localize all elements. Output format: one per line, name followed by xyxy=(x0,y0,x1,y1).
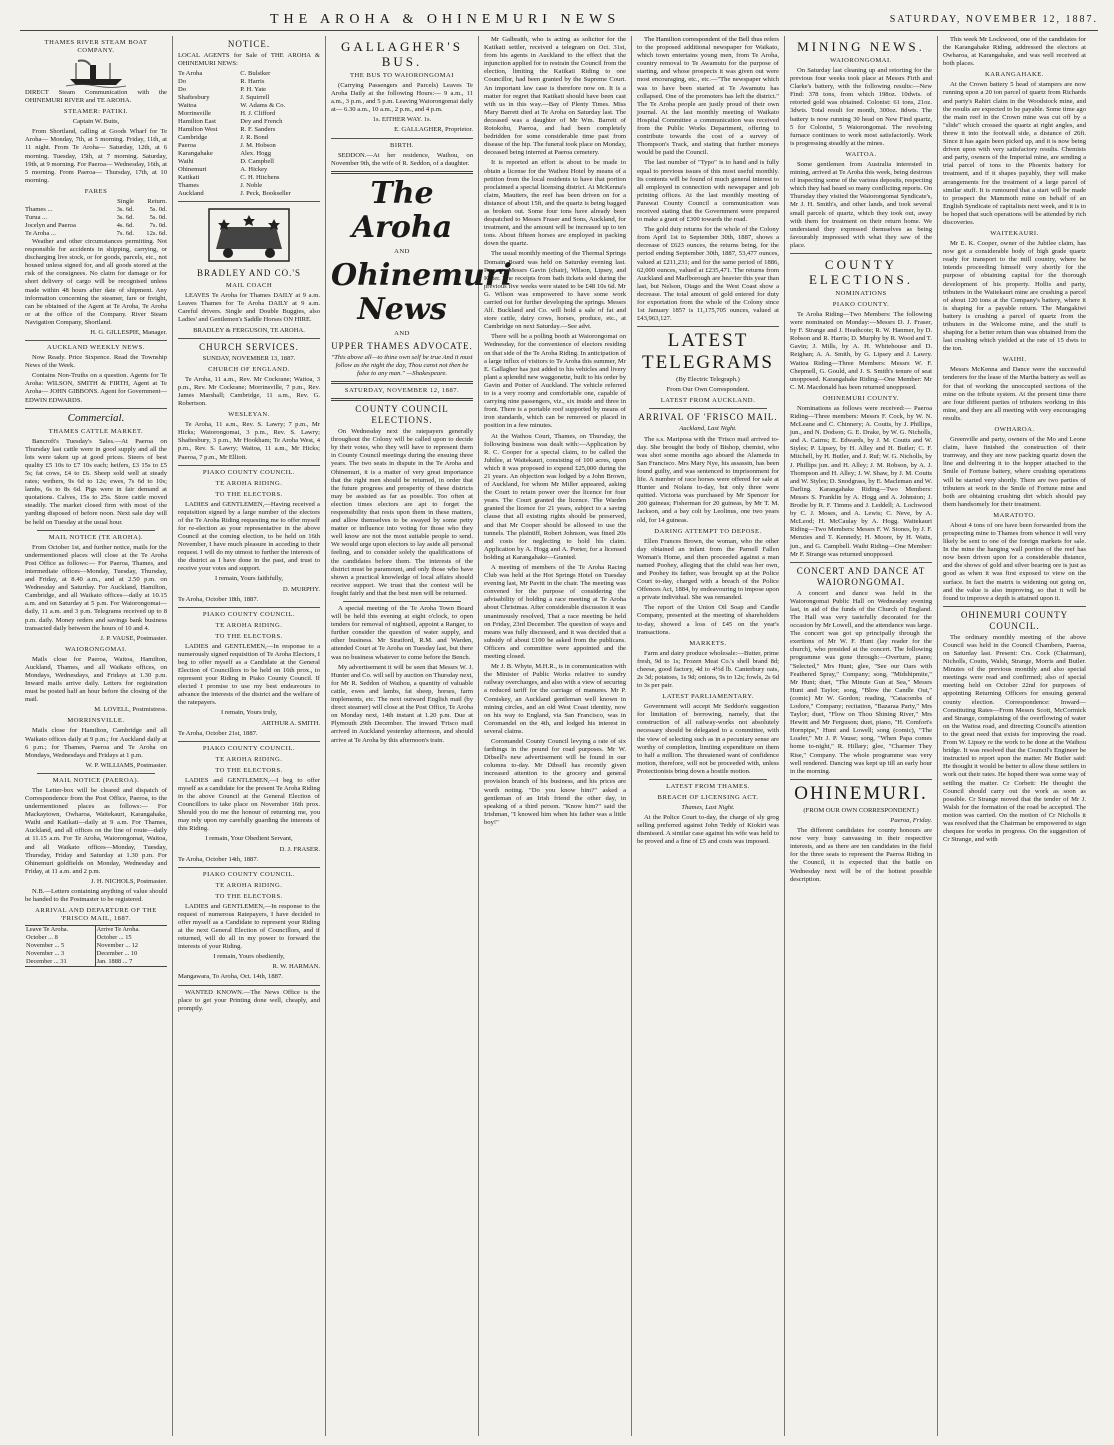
divider xyxy=(178,985,320,986)
waiorongomai-mail-text: Mails close for Paeroa, Waitoa, Hamilton, Auckland, Thames, and all Waikato offices, on Mondays, Wednesdays, and Fridays at 1.30 p.m. Inward mails arrive daily. Letters for registration must be posted half an hour before the closing of the mail. xyxy=(25,655,167,704)
agent-row xyxy=(178,182,320,190)
paeroa-mail-text: The Letter-box will be cleared and dispatch of Correspondence from the Post Office, Paeroa, to the undermentioned places as follows:— For Mackaytown, Owharoa, Waitekauri, Karangahake, Waihi and Katikati—daily at 9 a.m. For Thames, Auckland, and all offices on the line of route—daily at 11.15 a.m. For Te Aroha, Waiorongomai, Waitoa, and all Waikato offices—Monday, Tuesday, Thursday, Friday and Saturday at 1.30 p.m. For Ohinemuri goldfields on Monday, Wednesday and Friday, at 11 a.m. and 2 p.m. xyxy=(25,786,167,875)
fare-place: Thames ... xyxy=(25,205,53,213)
waitekauri-heading: WAITEKAURI. xyxy=(990,230,1039,238)
agent-place: Ohinemuri xyxy=(178,166,207,174)
breach-dateline: Thames, Last Night. xyxy=(681,804,735,812)
cattle-market-text: Bancroft's Tuesday's Sales.—At Paeroa on Thursday last cattle were in good supply and all the lots were taken up at good prices. Steers of best quality £5 10s to £7 10s each; heifers, £3 15s to £5 5s; fat cows, £4 to £6. Sheep sold well at steady rates; wethers, 9s 6d to 12s; ewes, 7s 6d to 10s; lambs, 6s to 8s 6d. Pigs were in fair demand at quotations. Calves, 15s to 25s. Store cattle moved steadily. The market closed firm with most of the yarding disposed of before noon. Next sale day will be held on Tuesday at the usual hour. xyxy=(25,437,167,526)
divider xyxy=(649,779,767,780)
fares-row xyxy=(25,230,167,238)
fare-place: Jocelyn and Paeroa xyxy=(25,221,76,229)
divider xyxy=(178,201,320,202)
fare-place: Te Aroha ... xyxy=(25,229,56,237)
agent-name: R. F. Sanders xyxy=(240,126,276,134)
agent-name: W. Adams & Co. xyxy=(240,102,286,110)
divider xyxy=(178,607,320,608)
frisco-mail-row xyxy=(25,942,167,950)
agent-place: Cambridge xyxy=(178,134,208,142)
daring-attempt-text: Ellen Frances Brown, the woman, who the other day obtained an infant from the Parnell Fallen Woman's Home, and then proceeded against a man named Poohey, alleging that the child was her own, and Poohey its father, was brought up at the Police Court to-day, charged with a breach of the Police Offences Act, 1884, by endeavouring to impose upon a private individual. She was remanded. xyxy=(637,537,779,602)
concert-heading: CONCERT AND DANCE AT WAIORONGOMAI. xyxy=(796,565,926,587)
ohinemuri-heading: OHINEMURI. xyxy=(794,782,928,804)
frisco-mail-row xyxy=(25,950,167,958)
piako-ad-2-closing: I remain, Yours truly, xyxy=(221,709,277,717)
fare-return: 12s. 6d. xyxy=(146,229,167,237)
leader-text-2: A special meeting of the Te Aroha Town Board will be held this evening at eight o'clock, to open tenders for removal of nightsoil, appoint a Ranger, to further consider the question of water supply, and other business. Mr Stratford, R.M. and Warden, attended Court at Te Aroha on Tuesday last, but there was no business whatever to come before the Bench. xyxy=(331,605,473,661)
agent-place: Shaftesbury xyxy=(178,94,210,102)
flag-and: AND xyxy=(394,247,410,255)
piako-ad-3-date: Te Aroha, October 14th, 1887. xyxy=(178,855,259,863)
latest-telegrams-heading: LATEST TELEGRAMS xyxy=(642,330,774,374)
agent-row xyxy=(178,102,320,110)
mail-postmaster: J. P. VAUSE, Postmaster. xyxy=(100,634,167,642)
news-paragraph: There will be a polling booth at Waiorongomai on Wednesday, for the convenience of electors residing on that side of the Te Aroha Riding. In anticipation of a large influx of visitors to Te Aroha this summer, Mr E. Gallagher has just added to his vehicles and livery plant a splendid new waggonette, built to his order by Gavin and Potter of Auckland. The vehicle referred to is a very roomy and comfortable one, capable of carrying nine passengers, viz., six inside and three in front. There is a portable roof supported by means of iron standards, which can be removed or placed in position in a few minutes. xyxy=(484,333,626,430)
mining-news-heading: MINING NEWS. xyxy=(797,39,925,54)
frisco-mail-row xyxy=(25,958,167,967)
agent-name: J. Squirrell xyxy=(240,94,270,102)
nominations-text: Te Aroha Riding—Two Members: The following were nominated on Monday:—Messrs D. J. Fraser, by F. Strange and J. Heathcote; R. W. Hanmer, by D. Robson and R. Harris; D. Murphy by R. Wood and T. Gavin; J. Mills, by A. H. Whitehouse and D. Reighan; A. A. Smith, by G. Lipsey and J. Lawry. Waitoa Riding—Three Members: Messrs W. F. Chepmell, G. Gould, and J. S. Smith's tenure of seat unopposed. Karangahake Riding—One Member: Mr C. M. Macdonald has been returned unopposed. xyxy=(790,310,932,391)
divider xyxy=(25,340,167,341)
maratoto-text: About 4 tons of ore have been forwarded from the prospecting mine to Thames from whence it will very likely be sent to one of the foreign markets for sale. In the mine the hanging wall portion of the reef has now been driven upon for a considerable distance, and the shows of gold and silver bearing ore is just as good as when it was first exposed to view on the surface. In fact the matrix is widening out going on, and the value is also improving, so that it will be found to improve a depth is attained upon it. xyxy=(943,521,1086,602)
ohinemuri-council-text: The ordinary monthly meeting of the above Council was held in the Council Chambers, Paeroa, on Saturday last. Present: Crs. Cock (Chairman), Nicholls, Coutts, Walsh, Strange, Morris and Butler. Minutes of the previous monthly and also special meetings were read and confirmed; also of special meeting held on October 22nd for purposes of appointing Returning Officers for ensuing general county election. Correspondence: Inward—Constituting Rates—From Messrs Scott, McCormick and Strange, complaining of the overflowing of water on the Waitoa road, and directing Council's attention to the great need that exists for improving the road. From W. Lipsey re the work to be done at the Waihou bridge. It was resolved that the Council's Engineer be instructed to report upon the matter. Mr Butler said: He thought it would be better to allow these settlers to work out their rates. He hoped there was some way of settling the matter. Cr Corbett: He thought the Council should carry out the work as soon as possible. Cr Strange moved that the tender of Mr J. Walsh for the formation of the road be accepted. The motion was carried. On the motion of Cr Nicholls it was resolved that the Chairman be empowered to sign cheques for works in progress. On the suggestion of Cr Strange, and with xyxy=(943,633,1086,844)
agent-name: J. Noble xyxy=(240,182,263,190)
fares-row xyxy=(25,222,167,230)
church-date: SUNDAY, NOVEMBER 13, 1887. xyxy=(202,354,296,362)
ohinemuri-county-heading: OHINEMURI COUNTY. xyxy=(822,394,900,402)
agent-place: Waihi xyxy=(178,158,194,166)
nominations-heading: NOMINATIONS xyxy=(835,289,887,297)
piako-ad-1-text: LADIES and GENTLEMEN,—Having received a requisition signed by a large number of the electors of the Te Aroha Riding requesting me to offer myself for re-election as your representative in the above Council at the coming election, to be held on 16th November, I have much pleasure in acceding to their request. I will do my utmost to further the interests of the district as I have done in the past, and trust to receive your votes and support. xyxy=(178,500,320,573)
mining-waiorongomai-heading: WAIORONGOMAI. xyxy=(830,57,892,64)
agent-place: Morrinsville xyxy=(178,110,211,118)
divider xyxy=(790,253,932,254)
agent-place: Katikati xyxy=(178,174,200,182)
piako-ad-2-date: Te Aroha, October 21st, 1887. xyxy=(178,729,258,737)
daring-attempt-text-2: The report of the Union Oil Soap and Candle Company, presented at the meeting of shareholders to-day, showed a loss of £45 on the year's transactions. xyxy=(637,604,779,636)
agent-name: J. R. Bond xyxy=(240,134,269,142)
ohinemuri-nominations-text: Nominations as follows were received:— Paeroa Riding—Three members: Messrs F. Cock, by W. N. McLeane and C. Chinnery; A. Coutts, by J. Phillips, jun., and N. Dodson; G. E. Drake, by W. G. Nicholls, and A. Cairns; E. Edwards, by J. M. Coutts and W. Styles; P. Lipsey, by H. Alley and H. Butler; C. F. Mitchell, by H. Butler, and J. Ruf; W. G. Nicholls, by J. Phillips jun. and H. Alley; J. M. Robson, by A. J. Thompson and H. Alley; J. W. Shaw, by J. M. Coutts and W. Styles; D. Snodgrass, by E. Macleman and W. Darling. Karangahake Riding—Two Members: Messrs S. Franklin by A. Hogg and A. Johnston; J. Brodie by R. F. Timms and J. Leddell; A. Lochwood by C. J. Moses, and A. Lewis; C. Neve, by A. McLeod; H. McCaulay by A. Hogg. Waitekauri Riding—Two Members: Messrs F. W. Stones, by J. F. Menzies and T. Kennedy; H. Moore, by H. Watts, jun., and G. Campbell. Waihi Riding—One Member: Mr F. Strange was returned unopposed. xyxy=(790,404,932,558)
mail-notice-text: From October 1st, and further notice, mails for the undermentioned places will close at the Te Aroha Post Office as follows:— For Paeroa, Thames, and intermediate offices—Monday, Tuesday, Thursday, and Friday, at 8.40 a.m., and at 2.50 p.m. on Wednesday and Saturday. For Auckland, Hamilton, Cambridge, and all Waikato offices—daily at 10.15 a.m. and on Saturday at 5 p.m. For Waiorongomai—daily, 11 a.m. and 3 p.m. Telegrams received up to 8 p.m. daily. Money orders and savings bank business transacted daily between the hours of 10 and 4. xyxy=(25,543,167,632)
flag-title-line-1: The Aroha xyxy=(351,175,453,245)
masthead-date: SATURDAY, NOVEMBER 12, 1887. xyxy=(889,14,1098,25)
notice-heading: NOTICE. xyxy=(227,39,271,49)
agent-row xyxy=(178,134,320,142)
agent-row xyxy=(178,190,320,198)
agent-place: Hamilton East xyxy=(178,118,216,126)
piako-ad-1-signature: D. MURPHY. xyxy=(282,585,320,593)
bus-heading: GALLAGHER'S BUS. xyxy=(340,39,463,69)
leader-heading: COUNTY COUNCIL ELECTIONS. xyxy=(355,404,449,426)
divider xyxy=(343,601,461,602)
piako-ad-2-electors: TO THE ELECTORS. xyxy=(215,632,283,640)
latest-thames-heading: LATEST FROM THAMES. xyxy=(666,783,750,791)
morrinsville-postmaster: W. P. WILLIAMS, Postmaster. xyxy=(85,761,167,769)
divider xyxy=(790,562,932,563)
column-2 xyxy=(173,36,326,1436)
piako-ad-3-heading: PIAKO COUNTY COUNCIL. xyxy=(202,744,296,752)
piako-ad-1-date: Te Aroha, October 18th, 1887. xyxy=(178,595,259,603)
county-elections-heading: COUNTY ELECTIONS. xyxy=(808,256,914,287)
leader-text: On Wednesday next the ratepayers generally throughout the Colony will be called upon to decide by their votes, who they will have to represent them in County Council meetings during the ensuing three years. The two seats in dispute in the Te Aroha and Ohinemuri, it is a matter of very great importance that the right men should be returned, in order that the future progress and prosperity of these districts may be assisted as far as possible. Too often at election times electors are apt to forget the responsibility that rests upon them in these matters, and allow themselves to be swayed by some petty matter or influence into voting for those who they well know are not the most suitable people to send. We would urge upon electors to lay aside all personal feeling, and to consider solely the qualifications of the candidates before them. The interests of the district must be paramount, and only those who have shown a practical knowledge of local affairs should receive support. We trust that the contest will be fought fairly and that the best men will be returned. xyxy=(331,428,473,597)
frisco-leave: November ... 3 xyxy=(26,950,65,958)
masthead-title: THE AROHA & OHINEMURI NEWS xyxy=(270,12,621,27)
latest-telegrams-sub: (By Electric Telegraph.) xyxy=(676,376,740,384)
agent-row xyxy=(178,166,320,174)
daring-attempt-heading: DARING ATTEMPT TO DEPOSE. xyxy=(654,527,762,535)
agent-row xyxy=(178,78,320,86)
divider xyxy=(178,867,320,868)
agent-name: J. M. Hobson xyxy=(240,142,276,150)
agent-place: Auckland xyxy=(178,190,204,198)
ohinemuri-dateline: Paeroa, Friday. xyxy=(890,816,932,824)
birth-heading: BIRTH. xyxy=(389,141,415,149)
agent-name: Dey and French xyxy=(240,118,283,126)
agent-name: J. Peck, Bookseller xyxy=(240,190,291,198)
agent-name: Alex. Hogg xyxy=(240,150,272,158)
piako-ad-2-heading: PIAKO COUNTY COUNCIL. xyxy=(202,610,296,618)
frisco-mail-header-row xyxy=(25,926,167,935)
karangahake-text: At the Crown battery 5 head of stampers are now running upon a 20 ton parcel of quartz from Richards and party's Rahiri claim in the Woodstock mine, and the results are expected to be payable. Some time ago the main reef in the Crown mine was cut off by a "slide" which crossed the quartz at right angles, and threw it into the footwall side, a distance of 26ft. Since it has again been picked up, and it is now being driven upon with very satisfactory results. Chemists and party, owners of the Imperial mine, are sending a trial parcel of tons to the Phoenix battery for treatment, and if it shapes payably, they will make arrangements for the treatment of a large parcel of similar stuff. It is rumoured that a start will be made to prospect the Mammoth mine on behalf of an English Syndicate of capitalists next week, and it is to be hoped that such operations will be attended by rich discoveries. xyxy=(943,81,1086,226)
frisco-arrive: December ... 10 xyxy=(95,950,167,958)
fares-col-single: Single xyxy=(117,197,134,205)
frisco-col-leave: Leave Te Aroha. xyxy=(26,926,69,934)
birth-text: SEDDON.—At her residence, Waihou, on November 9th, the wife of R. Seddon, of a daughter. xyxy=(331,151,473,167)
mail-notice-heading: MAIL NOTICE (TE AROHA). xyxy=(48,533,144,541)
agent-place: Paeroa xyxy=(178,142,196,150)
fare-single: 3s. 6d. xyxy=(116,205,134,213)
piako-ad-3-signature: D. J. FRASER. xyxy=(279,845,320,853)
agent-place: Do xyxy=(178,86,187,94)
steamer-captain: Captain W. Butts, xyxy=(72,118,120,126)
bradley-subheading: MAIL COACH xyxy=(225,282,273,290)
agent-place: Do xyxy=(178,78,187,86)
steamer-company-heading: THAMES RIVER STEAM BOAT COMPANY. xyxy=(44,39,148,54)
agent-row xyxy=(178,150,320,158)
maratoto-heading: MARATOTO. xyxy=(993,511,1036,519)
leader-text-3: My advertisement it will be seen that Messrs W. J. Hunter and Co. will sell by auction on Thursday next, for Mr R. Seddon of Waihou, a quantity of valuable cattle, ewes and lambs, fat sheep, horses, farm implements, etc. The next outward English mail (by direct steamer) will close at the Post Office, Te Aroha on Monday next, 14th instant at 1.20 p.m. Due at Plymouth 29th December. The inward 'Frisco mail arrived in Auckland yesterday afternoon, and should arrive at Te Aroha by this afternoon's train. xyxy=(331,663,473,744)
agent-row xyxy=(178,70,320,78)
column-4 xyxy=(479,36,632,1436)
waitekauri-text: Mr E. K. Cooper, owner of the Jubilee claim, has now got a considerable body of high grade quartz ready for transport to the mill country, where he intends proceeding himself very shortly for the purpose of obtaining capital for the thorough development of his property. Hollis and party, tributers in the Waitekauri mine are crushing a parcel of about 120 tons at the Company's battery, where it is shaping for a payable return. The Mangakiwi battery is crushing a parcel of quartz from the tributers in the Welcome mine, and the stuff is shaping for a better return than was obtained from the last crushing which yielded at the rate of 15 dwts to the ton. xyxy=(943,240,1086,353)
flag-date: SATURDAY, NOVEMBER 12, 1887. xyxy=(344,387,460,395)
mining-waitoa-heading: WAITOA. xyxy=(845,150,877,158)
fares-header-row xyxy=(25,198,167,206)
coach-stars-emblem-icon xyxy=(204,205,294,265)
parliamentary-heading: LATEST PARLIAMENTARY. xyxy=(662,693,754,701)
piako-ad-4-signature: R. W. HARMAN. xyxy=(272,963,320,971)
frisco-arrival-text: The s.s. Mariposa with the 'Frisco mail arrived to-day. She brought the body of Bishop, chemist, who was shot some months ago aboard the Alameda in San Francisco. Mrs Mary Nye, his assassin, has been found guilty, and was sentenced to imprisonment for life. A number of race horses were offered for sale at Hunter and Nolans to-day, but only three were quitted. Victoria was purchased by Mr Spencer for 200 guineas; Fisherman for 20 guineas, by Mr T. M. Jackson, and a bay colt by Leolinus, one two years old, for 14 guineas. xyxy=(637,435,779,524)
latest-telegrams-correspondent: From Our Own Correspondent. xyxy=(666,386,750,394)
agent-name: C. H. Hitchens xyxy=(240,174,280,182)
owharoa-text: Greenville and party, owners of the Mo and Leone claim, have finished the construction of their tramway, and they are now packing quartz down the line and delivering it to the hopper attached to the Smile of Fortune battery, where crushing operations will be started very shortly. There are two parties of tributers at work in the Smile of Fortune mine and both are obtaining crushing dirt which should pay them handsomely for their treatment. xyxy=(943,436,1086,508)
steamer-manager: H. G. GILLESPIE, Manager. xyxy=(90,328,167,336)
frisco-arrive: November ... 12 xyxy=(95,942,167,950)
bradley-heading: BRADLEY AND CO.'S xyxy=(196,268,302,279)
waihi-heading: WAIHI. xyxy=(1002,356,1027,364)
agent-name: R. Harris xyxy=(240,78,265,86)
frisco-leave: October ... 8 xyxy=(26,934,58,942)
column-7 xyxy=(938,36,1091,1436)
column-3 xyxy=(326,36,512,1436)
paeroa-postmaster: J. H. NICHOLS, Postmaster. xyxy=(90,877,167,885)
frisco-arrive: October ... 15 xyxy=(95,934,167,942)
wesleyan-text: Te Aroha, 11 a.m., Rev. S. Lawry; 7 p.m., Mr Hicks; Waiorongomai, 3 p.m., Rev. S. Lawry; Shaftesbury, 3 p.m., Mr Hookham; Te Aroha West, 4 p.m., Rev. S. Lawry; Waitoa, 11 a.m., Mr Hicks; Paeroa, 7 p.m., Mr Elliott. xyxy=(178,421,320,461)
divider xyxy=(25,408,167,409)
morrinsville-mail-heading: MORRINSVILLE. xyxy=(67,717,125,725)
coe-heading: CHURCH OF ENGLAND. xyxy=(208,365,290,373)
piako-ad-1-riding: TE AROHA RIDING. xyxy=(215,479,283,487)
divider xyxy=(943,606,1086,607)
news-paragraph: Coromandel County Council levying a rate of six farthings in the pound for road purposes. Mr W. Dibsell's new advertisement will be found in our columns to-day. Mr Dibsell has recently given increased attention to the grocery and general provision branch of his business, and his prices are worth noting. "Do you know him?" asked a gentleman of an Irish friend the other day, in speaking of a third person. "Know him?" said the Irishman, "I knowed him when his father was a little boy!" xyxy=(484,737,626,826)
news-paragraph: Mr Galbraith, who is acting as solicitor for the Katikati settler, received a telegram on Oct. 31st, from his agents in Auckland to the effect that the injunction applied for to restrain the Council from the election, limiting the Katikati Riding to one Councillor, had been granted by the Supreme Court. An important law case is therefore now on. It is a matter for regret that Katikati should have been cast with us in this way.—Bay of Plenty Times. Miss Mary Barrett died at Te Aroha on Saturday last. The deceased was a daughter of Mr Wm. Barrett of Rotokohu, Paeroa, and had been completely bedridden for some considerable time past from disease of the hip. The funeral took place on Monday, deceased being interred at Paeroa cemetery. xyxy=(484,36,626,157)
fare-return: 7s. 0d. xyxy=(149,221,167,229)
agents-table xyxy=(178,70,320,198)
auckland-weekly-text: Now Ready. Price Sixpence. Read the Township News of the Week. xyxy=(25,354,167,370)
registration-note: N.B.—Letters containing anything of value should be handed to the Postmaster to be registered. xyxy=(25,888,167,904)
divider xyxy=(178,338,320,339)
agent-row xyxy=(178,118,320,126)
divider xyxy=(331,138,473,139)
markets-text: Farm and dairy produce wholesale:—Butter, prime fresh, 9d to 1s; Frozen Meat Co.'s shell brand 8d; cheese, good factory, 4d to 4½d lb. Canterbury oats, 2s 3d; potatoes, 1s 9d; onions, 9s to 12s; fowls, 2s 6d to 3s per pair. xyxy=(637,649,779,690)
column-6 xyxy=(785,36,938,1436)
news-paragraph: This week Mr Lockwood, one of the candidates for the Karangahake Riding, addressed the electors at Owharoa, at Karangahake, and was well received at both places. xyxy=(943,36,1086,68)
news-paragraph: It is reported an effort is about to be made to obtain a license for the Waihou Hotel by means of a petition from the local residents to have that portion proclaimed a special licensing district. At McKenna's claim, Mauiters, the reef has been driven on for a distance of about 15ft, and the quartz is being bagged as broken out. Some four tons have already been despatched to Messrs Fraser and Sons, Auckland, for treatment, and the amount will be increased up to ten tons. About fifteen horses are employed in packing down the quartz. xyxy=(484,159,626,248)
frisco-leave: December ... 31 xyxy=(26,958,67,966)
fare-return: 5s. 0d. xyxy=(149,205,167,213)
fare-return: 5s. 0d. xyxy=(149,213,167,221)
news-paragraph: A meeting of members of the Te Aroha Racing Club was held at the Hot Springs Hotel on Tuesday evening last, Mr Pavitt in the chair. The meeting was convened for the purpose of considering the advisability of holding a race meeting at Te Aroha about Christmas. After considerable discussion it was unanimously resolved, That a race meeting be held on Friday, 23rd December. The question of ways and means was fully discussed, and it was decided that a subsidy of about £100 be asked from the publicans. Officers and committee were appointed and the meeting closed. xyxy=(484,564,626,661)
fares-row xyxy=(25,214,167,222)
agent-row xyxy=(178,86,320,94)
agent-name: D. Campbell xyxy=(240,158,274,166)
frisco-leave: November ... 5 xyxy=(26,942,65,950)
agent-place: Karangahake xyxy=(178,150,213,158)
steamship-icon xyxy=(66,57,126,87)
fares-row xyxy=(25,206,167,214)
piako-ad-3-riding: TE AROHA RIDING. xyxy=(215,755,283,763)
column-1 xyxy=(20,36,173,1436)
agent-place: Te Aroha xyxy=(178,70,203,78)
divider xyxy=(331,381,473,384)
piako-ad-4-text: LADIES and GENTLEMEN,—In response to the request of numerous Ratepayers, I have decided to offer myself as a Candidate to represent your Riding at the next General Election of Councillors, and if returned, will do all in my power to forward the interests of your Riding. xyxy=(178,902,320,951)
auckland-weekly-heading: AUCKLAND WEEKLY NEWS. xyxy=(47,344,145,352)
cattle-market-heading: THAMES CATTLE MARKET. xyxy=(48,427,144,435)
agent-name: H. J. Clifford xyxy=(240,110,276,118)
piako-ad-4-electors: TO THE ELECTORS. xyxy=(215,892,283,900)
piako-ad-2-signature: ARTHUR A. SMITH. xyxy=(261,719,320,727)
news-paragraph: The last number of "Typo" is to hand and is fully equal to previous issues of this most useful monthly. Its contents will be found of much general interest to all employed in connection with newspaper and job printing offices. At the last monthly meeting of Parawai County Council a communication was received stating that the Government were prepared to make a grant of £300 towards the road. xyxy=(637,159,779,224)
frisco-arrive: Jan. 1888 ... 7 xyxy=(95,958,167,967)
divider xyxy=(37,773,155,774)
news-paragraph: The usual monthly meeting of the Thermal Springs Domain Board was held on Saturday evening last. Present: Messrs Gavin (chair), Wilson, Lipsey, and Kilter. The receipts from bath tickets sold during the previous five weeks were stated to be £48 10s 6d. Mr G. Wilson was empowered to have some work carried out for further developing the springs. Messrs Alf. Buckland and Co. will hold a sale of fat and store cattle, dairy cows, horses, produce, etc., at Cambridge on next Saturday.—See advt. xyxy=(484,250,626,331)
fare-single: 3s. 6d. xyxy=(116,213,134,221)
waiorongomai-mail-heading: WAIORONGOMAI. xyxy=(65,645,127,653)
piako-county-heading: PIAKO COUNTY. xyxy=(832,300,890,308)
piako-ad-4-closing: I remain, Yours obediently, xyxy=(213,953,285,961)
piako-ad-4-riding: TE AROHA RIDING. xyxy=(215,881,283,889)
frisco-col-arrive: Arrive Te Aroha. xyxy=(95,926,167,935)
bus-subheading: THE BUS TO WAIORONGOMAI xyxy=(350,72,454,79)
column-5 xyxy=(632,36,785,1436)
bradley-signature: BRADLEY & FERGUSON, TE AROHA. xyxy=(193,326,305,334)
church-heading: CHURCH SERVICES. xyxy=(199,341,299,352)
news-paragraph: Mr J. B. Whyte, M.H.R., is in communication with the Minister of Public Works relative to sundry railway overcharges, and also with a view of securing a reduced tariff for the carriage of manures. Mr P. Comiskey, an Auckland gentleman well known in mining circles, and an old West Coast identity, now on his way to England, via San Francisco, was in Coromandel on the 4th, and lodged his interest in several claims. xyxy=(484,663,626,735)
frisco-arrival-heading: ARRIVAL OF 'FRISCO MAIL. xyxy=(638,412,778,423)
agent-row xyxy=(178,142,320,150)
bus-text: (Carrying Passengers and Parcels) Leaves Te Aroha Daily at the following Hours:— 9 a.m., 11 a.m., 3 p.m., and 5 p.m. Leaving Waiorongomai daily at— 6.30 a.m., 10 a.m., 2 p.m., and 4 p.m. xyxy=(331,82,473,114)
breach-heading: BREACH OF LICENSING ACT. xyxy=(657,794,759,802)
flag-subtitle: UPPER THAMES ADVOCATE. xyxy=(331,340,473,351)
bus-fare: 1s. EITHER WAY. 1s. xyxy=(372,116,432,124)
agent-row xyxy=(178,174,320,182)
wanted-known-ad: WANTED KNOWN.—The News Office is the place to get your Printing done well, cheaply, and promptly. xyxy=(178,988,320,1012)
fares-heading: FARES xyxy=(84,187,108,195)
steamer-name: STEAMER: PATIKI. xyxy=(63,108,129,116)
wesleyan-heading: WESLEYAN. xyxy=(228,411,270,419)
agent-place: Thames xyxy=(178,182,199,190)
news-paragraph: At the Waihou Court, Thames, on Thursday, the following business was dealt with:—Application by R. C. Cooper for a special claim, to be called the Jubilee, at Waitekauri, consisting of 100 acres, upon which it was proposed to expend £25,000 during the 21 years. An objection was lodged by a John Brown, of Auckland, for whom Mr Miller appeared, asking the Court to retain power over the licence for four years. The Court granted the licence. The Warden granted the licence for 21 years, subject to a saving clause that all existing rights should be preserved, and that Mr Cooper should be allowed to use the tunnels. The plaintiff, Robert Johnson, was fined 20s and costs for neglecting to hold his claim. Application by A. Hogg and A. Porter, for a licensed holding at Karangahake—Granted. xyxy=(484,432,626,561)
karangahake-heading: KARANGAHAKE. xyxy=(985,71,1044,79)
piako-ad-3-text: LADIES and GENTLEMEN,—I beg to offer myself as a candidate for the present Te Aroha Riding in the above Council at the General Election of Councillors to take place on November 16th prox. Should you do me the honour of returning me, you may rely upon my carefully guarding the interests of this Riding. xyxy=(178,776,320,833)
piako-ad-1-heading: PIAKO COUNTY COUNCIL. xyxy=(202,468,296,476)
breach-text: At the Police Court to-day, the charge of sly grog selling preferred against John Teddy of Kiokiri was dismissed. A similar case against his wife was held to be proved and a fine of £5 and costs was imposed. xyxy=(637,814,779,846)
piako-ad-2-text: LADIES and GENTLEMEN,—In response to a numerously signed requisition of Te Aroha Electors, I beg to offer myself as a Candidate at the General Election of Councillors to be held on 16th prox., to represent your Riding in Piako County Council. If elected I promise to use my best endeavours to advance the interests of the district and the welfare of the ratepayers. xyxy=(178,642,320,707)
divider xyxy=(331,171,473,174)
bus-proprietor: E. GALLAGHER, Proprietor. xyxy=(394,126,473,134)
agent-row xyxy=(178,158,320,166)
latest-auckland-heading: LATEST FROM AUCKLAND. xyxy=(660,397,756,405)
mining-waiorongomai-text: On Saturday last cleaning up and retorting for the previous four weeks took place at Messrs Firth and Clarke's battery, with the following results:—New Find: 378 tons, from which 198oz. 10dwts. of retorted gold was obtained. Colonist: 61 tons, 21oz. 3dwts. Total result for month, 300oz. 8dwts. The battery is now running 30 head on New Find quartz, 5 for Colonist, 5 Waiorongomai. The revolving furnace continues to work most satisfactorily. Work is progressing steadily at the mines. xyxy=(790,67,932,147)
fares-note: Weather and other circumstances permitting. Not responsible for accidents in shipping, carrying, or discharging live stock, or for goods, parcels, etc., not housed unless signed for, and all goods stored at the risk of the consignees. No claim for damage or for short delivery of cargo will be recognised unless made within 48 hours after date of shipment. Any information concerning the steamer, fare or freight, can be obtained of the Agent at Te Aroha, Te Aroha or at the office of the Company. River Steam Navigation Company, Shortland. xyxy=(25,237,167,326)
fare-single: 4s. 6d. xyxy=(116,221,134,229)
bradley-text: LEAVES Te Aroha for Thames DAILY at 9 a.m. Leaves Thames for Te Aroha DAILY at 9 a.m. Careful drivers. Single and Double Buggies, also Ladies' and Gentlemen's Saddle Horses ON HIRE. xyxy=(178,292,320,324)
markets-heading: MARKETS. xyxy=(689,639,727,647)
waihi-text: Messrs McKenna and Dance were the successful tenderers for the lease of the Martha battery as well as for that of working the unoccupied sections of the mine on the tribute system. At the present time there are four different parties of tributers working in this mine, and they are all meeting with very encouraging results. xyxy=(943,366,1086,422)
concert-text: A concert and dance was held in the Waiorongomai Public Hall on Wednesday evening last, in aid of the funds of the Church of England. The Hall was very tastefully decorated for the occasion by Mr Lowell, and the attendance was large. The concert was got up principally through the exertions of Mr W. F. Hunt (lay reader for the church), who presided at the concert. The following programme was gone through:—Overture, piano; "Selected," Mrs Hunt; glee, "See our Oars with Feathered Spray," Company; song, "Midshipmite," Mr Hunt; duet, "The Minute Gun at Sea," Messrs Hunt and Taylor; song, "Blow the Candle Out," (comic) Mr W. Gordon; reading, "Catacombs of Lodore," Company; recitation, "Bazaraa Party," Mrs Taylor; duet, "Flow on Thou Shining River," Mrs Hewitt and Mr Ferguson; duet, piano, "H. Comfort's Hornpipe," Hunt and Lowell; song (comic), "The Loafer," Mr J. P. Vause; song, "When Papa comes home to-night," R. Hillary; glee, "Charmer They Rise," Company. The whole programme was very well rendered. Dancing was kept up till an early hour in the morning. xyxy=(790,589,932,775)
frisco-mail-row xyxy=(25,934,167,942)
fares-col-return: Return. xyxy=(147,197,167,205)
divider xyxy=(37,530,155,531)
waiorongomai-postmistress: M. LOVELL, Postmistress. xyxy=(94,706,167,714)
piako-ad-2-riding: TE AROHA RIDING. xyxy=(215,621,283,629)
agents-intro: LOCAL AGENTS for Sale of THE AROHA & OHINEMURI NEWS: xyxy=(178,52,320,68)
agent-row xyxy=(178,126,320,134)
piako-ad-3-electors: TO THE ELECTORS. xyxy=(215,766,283,774)
agent-name: C. Bulsiker xyxy=(240,70,271,78)
piako-ad-4-date: Mangawara, To Aroha, Oct. 14th, 1887. xyxy=(178,973,283,981)
commercial-heading: Commercial. xyxy=(67,411,125,424)
divider xyxy=(637,326,779,327)
agent-place: Waitoa xyxy=(178,102,197,110)
flag-and-2: AND xyxy=(394,329,410,337)
ohinemuri-correspondent: (FROM OUR OWN CORRESPONDENT.) xyxy=(803,806,919,814)
piako-ad-4-heading: PIAKO COUNTY COUNCIL. xyxy=(202,870,296,878)
flag-motto: "This above all—to thine own self be true And it must follow as the night the day, Thou canst not then be false to any man." —Shakespeare. xyxy=(331,353,473,377)
newspaper-columns xyxy=(20,36,1098,1436)
piako-ad-1-closing: I remain, Yours faithfully, xyxy=(214,575,284,583)
mining-waitoa-text: Some gentlemen from Australia interested in mining, arrived at Te Aroha this week, being desirous of inspecting some of the various deposits, respecting which they had heard so many conflicting reports. On Thursday they visited the Waiorongomai Syndicate's, Mr J. H. Smith's, and other lands, and took several small parcels of quartz, which they took out, away with them for treatment on their return home. We understand they expressed themselves as being favourably impressed with what they saw of the place. xyxy=(790,160,932,249)
frisco-arrival-dateline: Auckland, Last Night. xyxy=(679,425,737,433)
news-paragraph: The gold duty returns for the whole of the Colony from April 1st to September 30th, 1887, shows a decrease of £623 ounces, the returns being, for the period ending September 30th, 1887, 53,477 ounces, valued at £211,231; and for the same period of 1886, 62,000 ounces, valued at £235,471. The returns from Auckland and Marlborough are heavier this year than last, but Nelson, Otago and the West Coast show a decrease. The total amount of gold entered for duty for exportation from the whole of the Colony since 1st January 1857 is 11,175,705 ounces, valued at £43,963,127. xyxy=(637,226,779,323)
parliamentary-text: Government will accept Mr Seddon's suggestion for limitation of borrowing, namely, that the construction of all railway-works not absolutely necessary should be delegated to a committee, with the view of selecting such as in a pecuniary sense are worthy of completion, limiting expenditure on them to half a million. The threatened want of confidence motion, therefore, will not be proceeded with, unless Protectionists bring down a hostile motion. xyxy=(637,703,779,775)
divider xyxy=(178,465,320,466)
steamer-schedule: From Shortland, calling at Goods Wharf for Te Aroha— Monday, 7th, at 5 morning. Friday, 11th, at 11 night. From Te Aroha— Saturday, 12th, at 6 morning. Tuesday, 15th, at 7 morning. Saturday, 19th, at 9 morning. For Paeroa— Wednesday, 16th, at 5 morning. From Paeroa— Thursday, 17th, at 10 morning. xyxy=(25,128,167,184)
divider xyxy=(178,741,320,742)
masthead xyxy=(20,12,1098,31)
weekly-agents: Contains Non-Truths on a question. Agents for Te Aroha: WILSON, SMITH & FIRTH, Agent at Te Aroha— JOHN GIBBONS. Agent for Government— EDWIN EDWARDS. xyxy=(25,372,167,404)
fares-table xyxy=(25,198,167,238)
coe-text: Te Aroha, 11 a.m., Rev. Mr Cockrane; Waitoa, 3 p.m., Rev. Mr Cockrane; Morrinsville, 7 p.m., Rev. James Marshall; Cambridge, 11 a.m., Rev. G. Robertson. xyxy=(178,375,320,408)
agent-name: P. H. Yate xyxy=(240,86,267,94)
divider xyxy=(790,779,932,780)
fare-place: Turua ... xyxy=(25,213,48,221)
morrinsville-mail-text: Mails close for Hamilton, Cambridge and all Waikato offices daily at 9 p.m.; for Auckland daily at 6 p.m.; for Thames, Paeroa and Te Aroha on Mondays, Wednesdays and Fridays at 1 p.m. xyxy=(25,727,167,759)
agent-row xyxy=(178,110,320,118)
agent-row xyxy=(178,94,320,102)
divider xyxy=(649,408,767,409)
steamer-intro: DIRECT Steam Communication with the OHINEMURI RIVER and TE AROHA. xyxy=(25,89,167,105)
paeroa-mail-heading: MAIL NOTICE (PAEROA). xyxy=(52,776,140,784)
divider xyxy=(331,398,473,401)
frisco-mail-table xyxy=(25,925,167,967)
piako-ad-1-electors: TO THE ELECTORS. xyxy=(215,490,283,498)
agent-name: A. Hickey xyxy=(240,166,268,174)
news-paragraph: The Hamilton correspondent of the Bell thus refers to the proposed additional newspaper for Waikato, which town entertains young men, from Te Aroha, country removal to Te Awamutu for the purpose of starting, and whose prospects it was given out were most encouraging, etc., etc.—"The newspaper which was to have been started at Te Awamutu has collapsed. One of the promoters has left the district." The Te Aroha people are justly proud of their own journal. At the last monthly meeting of Waikato Hospital Committee a communication was received from the Public Works Department, offering to contribute towards the cost of a survey of Thompson's Track, and stating that further moneys would be paid the Council. xyxy=(637,36,779,157)
piako-ad-3-closing: I remain, Your Obedient Servant, xyxy=(205,835,293,843)
flag-title-line-2: Ohinemuri News xyxy=(331,257,512,327)
agent-place: Hamilton West xyxy=(178,126,218,134)
owharoa-heading: OWHAROA. xyxy=(994,426,1035,434)
ohinemuri-text: The different candidates for county honours are now very busy canvassing in their respective interests, and as there are ten candidates in the field for the three seats to represent the Paeroa Riding in the Council, it is expected that the battle on Wednesday next will be of the hottest possible description. xyxy=(790,827,932,883)
ohinemuri-council-heading: OHINEMURI COUNTY COUNCIL. xyxy=(960,609,1069,631)
frisco-mail-heading: ARRIVAL AND DEPARTURE OF THE 'FRISCO MAIL, 1887. xyxy=(35,907,157,923)
fare-single: 7s. 6d. xyxy=(116,229,134,237)
